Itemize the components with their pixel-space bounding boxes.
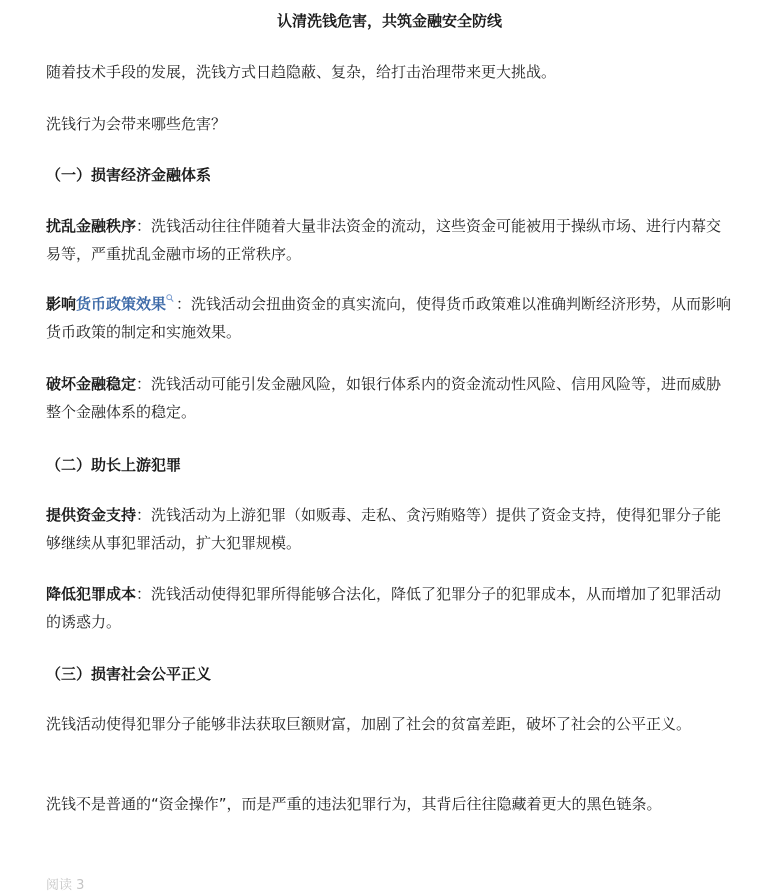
- paragraph-lower-cost: [46, 580, 736, 636]
- monetary-policy-link[interactable]: 货币政策效果: [76, 295, 167, 313]
- read-count-value: 3: [76, 878, 85, 893]
- read-label: 阅读: [46, 878, 73, 893]
- paragraph-label: 降低犯罪成本: [46, 585, 137, 603]
- read-count: [46, 876, 84, 896]
- section-heading-2: （二）助长上游犯罪: [46, 456, 182, 474]
- paragraph-text: ：洗钱活动可能引发金融风险，如银行体系内的资金流动性风险、信用风险等，进而威胁整个金融体系的稳定。: [46, 375, 722, 421]
- section-heading-3: （三）损害社会公平正义: [46, 665, 212, 683]
- question-paragraph: 洗钱行为会带来哪些危害？: [46, 115, 227, 133]
- paragraph-text: ：洗钱活动为上游犯罪（如贩毒、走私、贪污贿赂等）提供了资金支持，使得犯罪分子能够继续从事犯罪活动，扩大犯罪规模。: [46, 506, 722, 552]
- search-icon[interactable]: [166, 294, 174, 304]
- paragraph-social-justice: 洗钱活动使得犯罪分子能够非法获取巨额财富，加剧了社会的贫富差距，破坏了社会的公平正义。: [46, 715, 692, 733]
- paragraph-label: 提供资金支持: [46, 506, 137, 524]
- article-title: 认清洗钱危害，共筑金融安全防线: [276, 12, 502, 30]
- paragraph-monetary-policy: [46, 290, 736, 346]
- paragraph-label: 影响: [46, 295, 77, 313]
- paragraph-label: 扰乱金融秩序: [46, 217, 137, 235]
- paragraph-text: ：洗钱活动往往伴随着大量非法资金的流动，这些资金可能被用于操纵市场、进行内幕交易等，严重扰乱金融市场的正常秩序。: [46, 217, 722, 263]
- paragraph-label: 破坏金融稳定: [46, 375, 137, 393]
- paragraph-funding-support: [46, 501, 736, 557]
- intro-paragraph: 随着技术手段的发展，洗钱方式日趋隐蔽、复杂，给打击治理带来更大挑战。: [46, 63, 557, 81]
- paragraph-text: ：洗钱活动使得犯罪所得能够合法化，降低了犯罪分子的犯罪成本，从而增加了犯罪活动的诱惑力。: [46, 585, 722, 631]
- paragraph-disrupt-order: [46, 212, 736, 268]
- paragraph-text: ：洗钱活动会扭曲资金的真实流向，使得货币政策难以准确判断经济形势，从而影响货币政策的制定和实施效果。: [46, 295, 732, 341]
- section-heading-1: （一）损害经济金融体系: [46, 166, 212, 184]
- closing-paragraph: 洗钱不是普通的“资金操作”，而是严重的违法犯罪行为，其背后往往隐藏着更大的黑色链条。: [46, 795, 662, 813]
- paragraph-financial-stability: [46, 370, 736, 426]
